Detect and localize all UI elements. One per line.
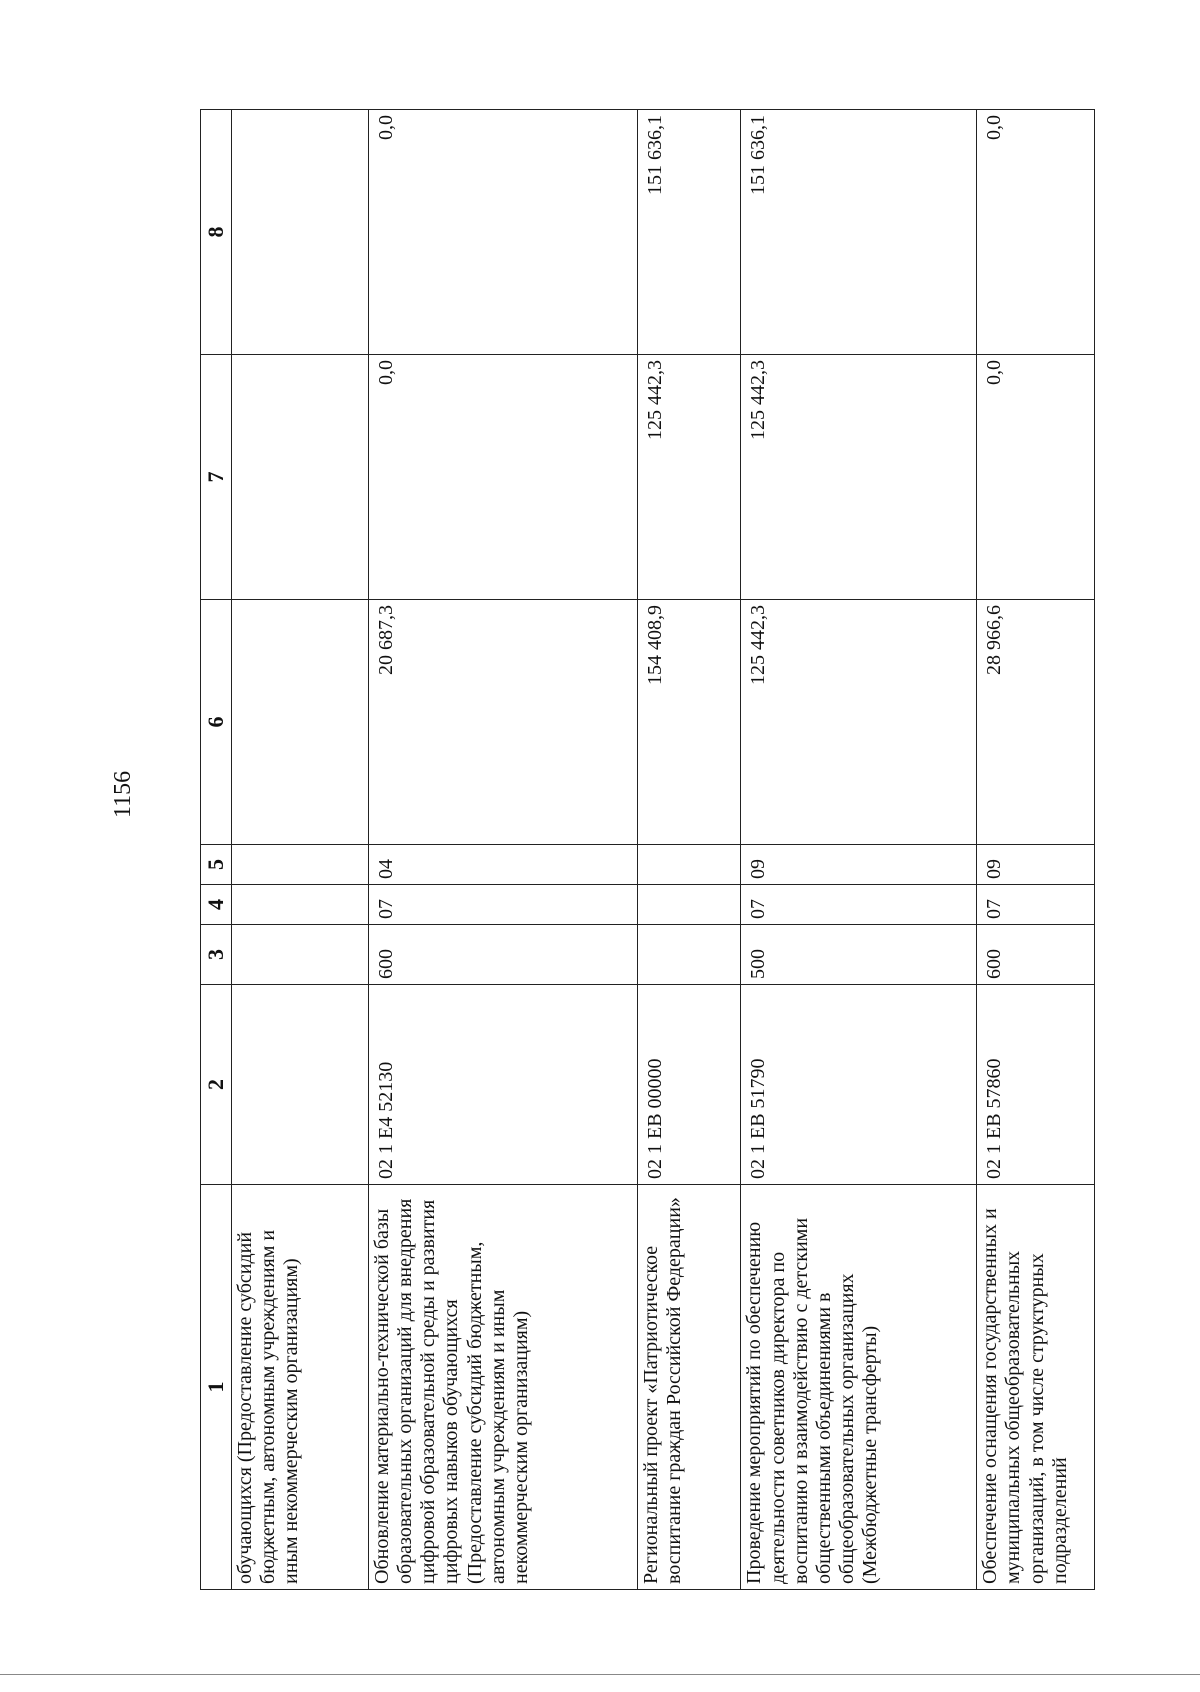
row-target-code: 02 1 EB 51790 — [741, 985, 977, 1185]
row-subsection: 04 — [368, 845, 637, 885]
row-name: Проведение мероприятий по обеспечению деятельности советников директора по воспитанию и взаимодействию с детскими общественными объединениями в общеобразовательных организациях (Межбюджетные трансферты) — [741, 1185, 977, 1590]
budget-table — [200, 109, 1095, 1590]
column-header: 6 — [201, 600, 232, 845]
row-target-code: 02 1 EB 00000 — [638, 985, 741, 1185]
column-header: 2 — [201, 985, 232, 1185]
table-header-row — [201, 110, 232, 1590]
row-target-code — [232, 985, 369, 1185]
row-name: Региональный проект «Патриотическое воспитание граждан Российской Федерации» — [638, 1185, 741, 1590]
row-expense-type — [232, 925, 369, 985]
column-header: 1 — [201, 1185, 232, 1590]
row-value-col7: 125 442,3 — [638, 355, 741, 600]
row-subsection — [638, 845, 741, 885]
row-value-col6: 28 966,6 — [977, 600, 1095, 845]
row-name: Обеспечение оснащения государственных и муниципальных общеобразовательных организаций, в том числе структурных подразделений — [977, 1185, 1095, 1590]
row-value-col6: 125 442,3 — [741, 600, 977, 845]
row-section — [232, 885, 369, 925]
row-value-col7 — [232, 355, 369, 600]
row-value-col8: 0,0 — [977, 110, 1095, 355]
row-target-code: 02 1 EB 57860 — [977, 985, 1095, 1185]
row-value-col8: 151 636,1 — [741, 110, 977, 355]
column-header: 4 — [201, 885, 232, 925]
row-section: 07 — [977, 885, 1095, 925]
column-header: 5 — [201, 845, 232, 885]
row-section: 07 — [368, 885, 637, 925]
column-header: 7 — [201, 355, 232, 600]
row-target-code: 02 1 E4 52130 — [368, 985, 637, 1185]
table-row — [232, 110, 369, 1590]
row-value-col6 — [232, 600, 369, 845]
table-row — [741, 110, 977, 1590]
row-value-col7: 0,0 — [977, 355, 1095, 600]
row-name: Обновление материально-технической базы образовательных организаций для внедрения цифровой образовательной среды и развития цифровых навыков обучающихся (Предоставление субсидий бюджетным, автономным учреждениям и иным некоммерческим организациям) — [368, 1185, 637, 1590]
row-subsection: 09 — [741, 845, 977, 885]
row-expense-type: 600 — [977, 925, 1095, 985]
row-subsection — [232, 845, 369, 885]
column-header: 3 — [201, 925, 232, 985]
row-section: 07 — [741, 885, 977, 925]
row-value-col6: 20 687,3 — [368, 600, 637, 845]
row-value-col7: 125 442,3 — [741, 355, 977, 600]
row-section — [638, 885, 741, 925]
row-name: обучающихся (Предоставление субсидий бюджетным, автономным учреждениям и иным некоммерческим организациям) — [232, 1185, 369, 1590]
row-value-col8: 0,0 — [368, 110, 637, 355]
row-value-col8 — [232, 110, 369, 355]
row-value-col7: 0,0 — [368, 355, 637, 600]
row-subsection: 09 — [977, 845, 1095, 885]
row-value-col6: 154 408,9 — [638, 600, 741, 845]
row-expense-type — [638, 925, 741, 985]
table-row — [368, 110, 637, 1590]
scan-bottom-edge — [0, 1674, 1200, 1675]
row-value-col8: 151 636,1 — [638, 110, 741, 355]
page-number: 1156 — [110, 770, 136, 818]
row-expense-type: 500 — [741, 925, 977, 985]
column-header: 8 — [201, 110, 232, 355]
row-expense-type: 600 — [368, 925, 637, 985]
budget-table-wrapper — [200, 110, 1095, 1590]
table-row — [977, 110, 1095, 1590]
table-row — [638, 110, 741, 1590]
